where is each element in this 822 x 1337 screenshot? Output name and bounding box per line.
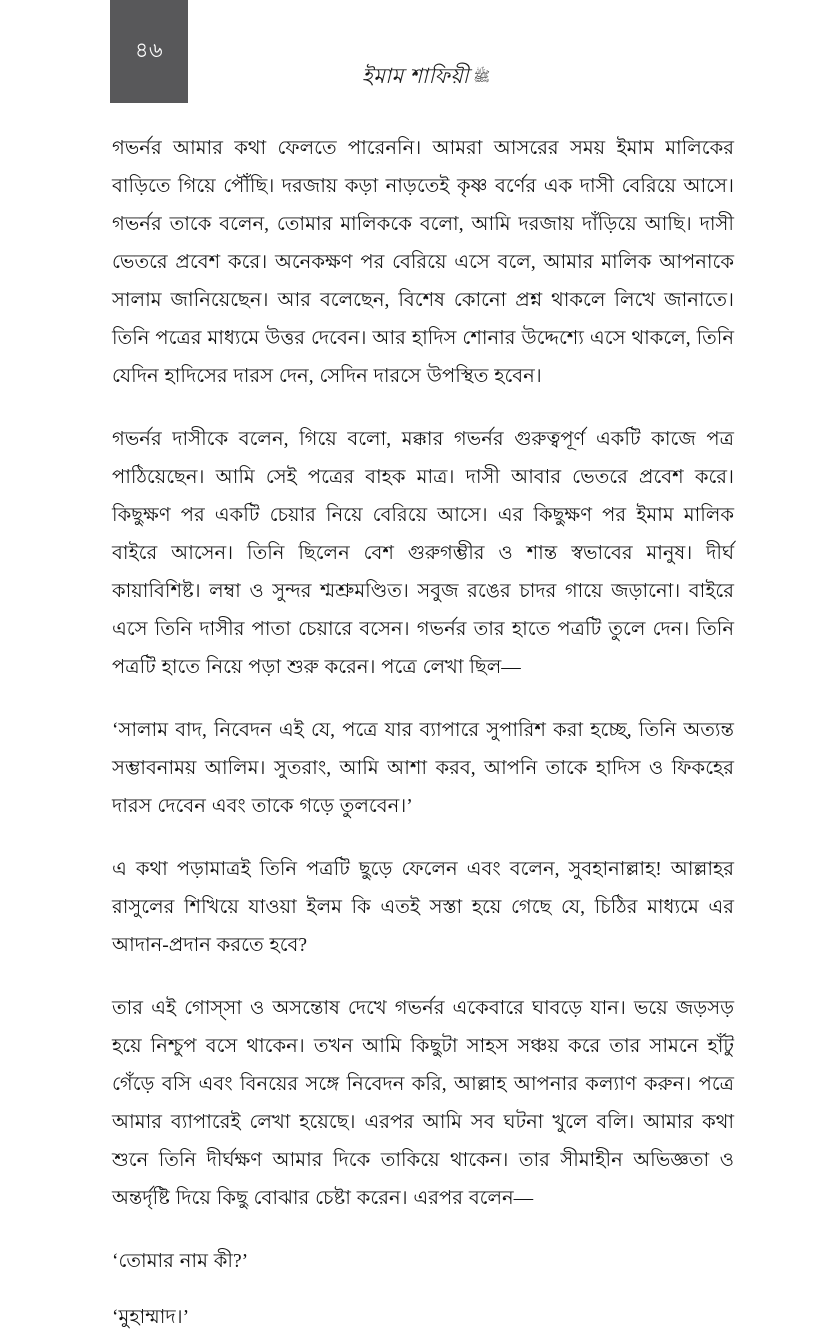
page-number: ৪৬ <box>134 38 164 62</box>
paragraph: গভর্নর দাসীকে বলেন, গিয়ে বলো, মক্কার গভর্নর গুরুত্বপূর্ণ একটি কাজে পত্র পাঠিয়েছেন। আমি সেই পত্রের বাহক মাত্র। দাসী আবার ভেতরে প্রবেশ করে। কিছুক্ষণ পর একটি চেয়ার নিয়ে বেরিয়ে আসে। এর কিছুক্ষণ পর ইমাম মালিক বাইরে আসেন। তিনি ছিলেন বেশ গুরুগম্ভীর ও শান্ত স্বভাবের মানুষ। দীর্ঘ কায়াবিশিষ্ট। লম্বা ও সুন্দর শ্মশ্রুমণ্ডিত। সবুজ রঙের চাদর গায়ে জড়ানো। বাইরে এসে তিনি দাসীর পাতা চেয়ারে বসেন। গভর্নর তার হাতে পত্রটি তুলে দেন। তিনি পত্রটি হাতে নিয়ে পড়া শুরু করেন। পত্রে লেখা ছিল— <box>112 429 734 678</box>
paragraph: গভর্নর আমার কথা ফেলতে পারেননি। আমরা আসরের সময় ইমাম মালিকের বাড়িতে গিয়ে পৌঁছি। দরজায় কড়া নাড়তেই কৃষ্ণ বর্ণের এক দাসী বেরিয়ে আসে। গভর্নর তাকে বলেন, তোমার মালিককে বলো, আমি দরজায় দাঁড়িয়ে আছি। দাসী ভেতরে প্রবেশ করে। অনেকক্ষণ পর বেরিয়ে এসে বলে, আমার মালিক আপনাকে সালাম জানিয়েছেন। আর বলেছেন, বিশেষ কোনো প্রশ্ন থাকলে লিখে জানাতে। তিনি পত্রের মাধ্যমে উত্তর দেবেন। আর হাদিস শোনার উদ্দেশ্যে এসে থাকলে, তিনি যেদিন হাদিসের দারস দেন, সেদিন দারসে উপস্থিত হবেন। <box>112 138 734 387</box>
quoted-letter-paragraph: ‘সালাম বাদ, নিবেদন এই যে, পত্রে যার ব্যাপারে সুপারিশ করা হচ্ছে, তিনি অত্যন্ত সম্ভাবনাময় আলিম। সুতরাং, আমি আশা করব, আপনি তাকে হাদিস ও ফিকহের দারস দেবেন এবং তাকে গড়ে তুলবেন।’ <box>112 720 734 817</box>
running-head-title: ইমাম শাফিয়ী <box>361 64 470 88</box>
paragraph: এ কথা পড়ামাত্রই তিনি পত্রটি ছুড়ে ফেলেন এবং বলেন, সুবহানাল্লাহ! আল্লাহর রাসুলের শিখিয়ে যাওয়া ইলম কি এতই সস্তা হয়ে গেছে যে, চিঠির মাধ্যমে এর আদান-প্রদান করতে হবে? <box>112 859 734 956</box>
honorific-glyph: ﷺ <box>473 70 491 85</box>
dialogue-line: ‘মুহাম্মাদ।’ <box>112 1307 190 1328</box>
dialogue-line: ‘তোমার নাম কী?’ <box>112 1251 249 1272</box>
page-header <box>0 0 822 108</box>
page-body <box>112 130 734 1337</box>
paragraph: তার এই গোস্সা ও অসন্তোষ দেখে গভর্নর একেবারে ঘাবড়ে যান। ভয়ে জড়সড় হয়ে নিশ্চুপ বসে থাকেন। তখন আমি কিছুটা সাহস সঞ্চয় করে তার সামনে হাঁটু গেঁড়ে বসি এবং বিনয়ের সঙ্গে নিবেদন করি, আল্লাহ আপনার কল্যাণ করুন। পত্রে আমার ব্যাপারেই লেখা হয়েছে। এরপর আমি সব ঘটনা খুলে বলি। আমার কথা শুনে তিনি দীর্ঘক্ষণ আমার দিকে তাকিয়ে থাকেন। তার সীমাহীন অভিজ্ঞতা ও অন্তর্দৃষ্টি দিয়ে কিছু বোঝার চেষ্টা করেন। এরপর বলেন— <box>112 998 734 1209</box>
running-head <box>0 60 822 95</box>
